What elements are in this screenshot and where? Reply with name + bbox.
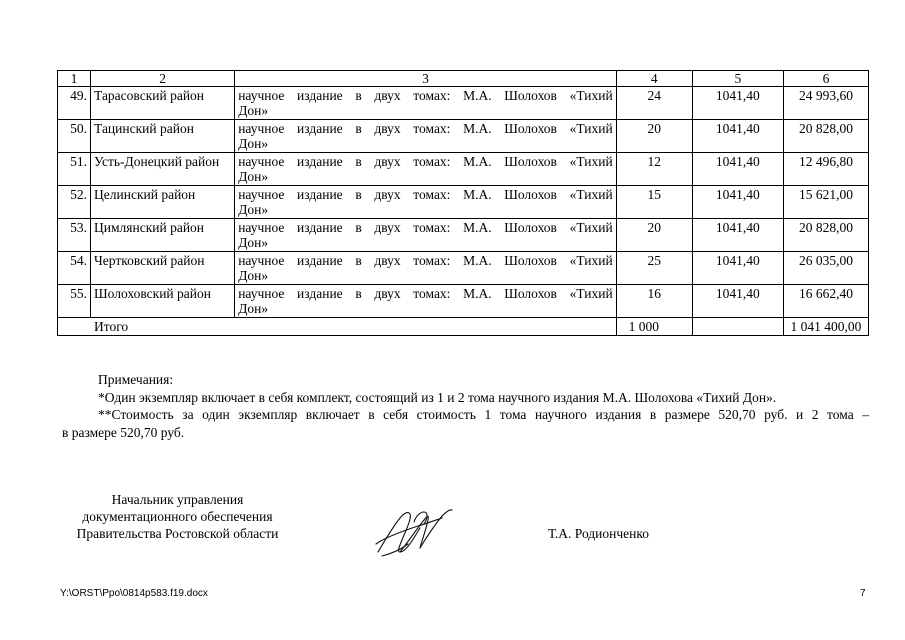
table-row xyxy=(58,285,869,318)
table-header-row xyxy=(58,71,869,87)
unit-price: 1041,40 xyxy=(692,252,783,285)
row-number: 50. xyxy=(58,120,91,153)
row-sum: 15 621,00 xyxy=(783,186,868,219)
quantity: 12 xyxy=(616,153,692,186)
header-cell: 4 xyxy=(616,71,692,87)
notes-title: Примечания: xyxy=(98,372,174,387)
item-description xyxy=(235,285,616,318)
description-line: Дон» xyxy=(238,268,269,283)
description-line: Дон» xyxy=(238,301,269,316)
description-line: научное издание в двух томах: М.А. Шолохов «Тихий xyxy=(238,220,613,235)
header-cell: 3 xyxy=(235,71,616,87)
signatory-name: Т.А. Родионченко xyxy=(548,526,649,541)
item-description xyxy=(235,252,616,285)
header-cell: 5 xyxy=(692,71,783,87)
item-description xyxy=(235,153,616,186)
description-line: научное издание в двух томах: М.А. Шолохов «Тихий xyxy=(238,253,613,268)
quantity: 20 xyxy=(616,219,692,252)
quantity: 20 xyxy=(616,120,692,153)
row-sum: 12 496,80 xyxy=(783,153,868,186)
table-row xyxy=(58,153,869,186)
unit-price: 1041,40 xyxy=(692,120,783,153)
handwritten-signature xyxy=(370,502,460,560)
row-sum: 20 828,00 xyxy=(783,120,868,153)
item-description xyxy=(235,219,616,252)
empty-cell xyxy=(692,318,783,336)
note-2-line-2: в размере 520,70 руб. xyxy=(62,424,185,440)
description-line: научное издание в двух томах: М.А. Шолохов «Тихий xyxy=(238,154,613,169)
total-label: Итого xyxy=(58,318,617,336)
header-cell: 1 xyxy=(58,71,91,87)
description-line: Дон» xyxy=(238,202,269,217)
district-name: Тацинский район xyxy=(91,120,235,153)
page-number: 7 xyxy=(860,588,866,599)
item-description xyxy=(235,186,616,219)
district-name: Чертковский район xyxy=(91,252,235,285)
description-line: Дон» xyxy=(238,136,269,151)
total-row xyxy=(58,318,869,336)
table-row xyxy=(58,252,869,285)
distribution-table xyxy=(57,70,869,336)
district-name: Шолоховский район xyxy=(91,285,235,318)
quantity: 16 xyxy=(616,285,692,318)
header-cell: 2 xyxy=(91,71,235,87)
table-row xyxy=(58,186,869,219)
table-row xyxy=(58,219,869,252)
description-line: Дон» xyxy=(238,103,269,118)
total-sum: 1 041 400,00 xyxy=(783,318,868,336)
row-number: 49. xyxy=(58,87,91,120)
description-line: Дон» xyxy=(238,235,269,250)
position-line: документационного обеспечения xyxy=(82,509,273,524)
row-number: 54. xyxy=(58,252,91,285)
row-sum: 20 828,00 xyxy=(783,219,868,252)
district-name: Целинский район xyxy=(91,186,235,219)
row-sum: 16 662,40 xyxy=(783,285,868,318)
description-line: научное издание в двух томах: М.А. Шолохов «Тихий xyxy=(238,286,613,301)
unit-price: 1041,40 xyxy=(692,219,783,252)
position-line: Правительства Ростовской области xyxy=(76,526,279,541)
district-name: Усть-Донецкий район xyxy=(91,153,235,186)
row-number: 51. xyxy=(58,153,91,186)
district-name: Тарасовский район xyxy=(91,87,235,120)
item-description xyxy=(235,120,616,153)
unit-price: 1041,40 xyxy=(692,285,783,318)
unit-price: 1041,40 xyxy=(692,153,783,186)
file-path: Y:\ORST\Ppo\0814p583.f19.docx xyxy=(60,588,208,599)
description-line: Дон» xyxy=(238,169,269,184)
row-sum: 26 035,00 xyxy=(783,252,868,285)
row-number: 55. xyxy=(58,285,91,318)
quantity: 15 xyxy=(616,186,692,219)
row-sum: 24 993,60 xyxy=(783,87,868,120)
description-line: научное издание в двух томах: М.А. Шолохов «Тихий xyxy=(238,121,613,136)
header-cell: 6 xyxy=(783,71,868,87)
description-line: научное издание в двух томах: М.А. Шолохов «Тихий xyxy=(238,187,613,202)
row-number: 53. xyxy=(58,219,91,252)
row-number: 52. xyxy=(58,186,91,219)
table-row xyxy=(58,87,869,120)
description-line: научное издание в двух томах: М.А. Шолохов «Тихий xyxy=(238,88,613,103)
quantity: 24 xyxy=(616,87,692,120)
position-line: Начальник управления xyxy=(111,492,244,507)
note-1: *Один экземпляр включает в себя комплект, состоящий из 1 и 2 тома научного издания М.А. Шолохова «Тихий Дон». xyxy=(98,389,777,405)
note-2-line-1: **Стоимость за один экземпляр включает в себя стоимость 1 тома научного издания в размере 520,70 руб. и 2 тома – xyxy=(98,407,869,422)
notes-section xyxy=(62,371,869,441)
item-description xyxy=(235,87,616,120)
quantity: 25 xyxy=(616,252,692,285)
signatory-position xyxy=(60,491,295,542)
total-quantity: 1 000 xyxy=(616,318,692,336)
unit-price: 1041,40 xyxy=(692,186,783,219)
unit-price: 1041,40 xyxy=(692,87,783,120)
table-row xyxy=(58,120,869,153)
district-name: Цимлянский район xyxy=(91,219,235,252)
